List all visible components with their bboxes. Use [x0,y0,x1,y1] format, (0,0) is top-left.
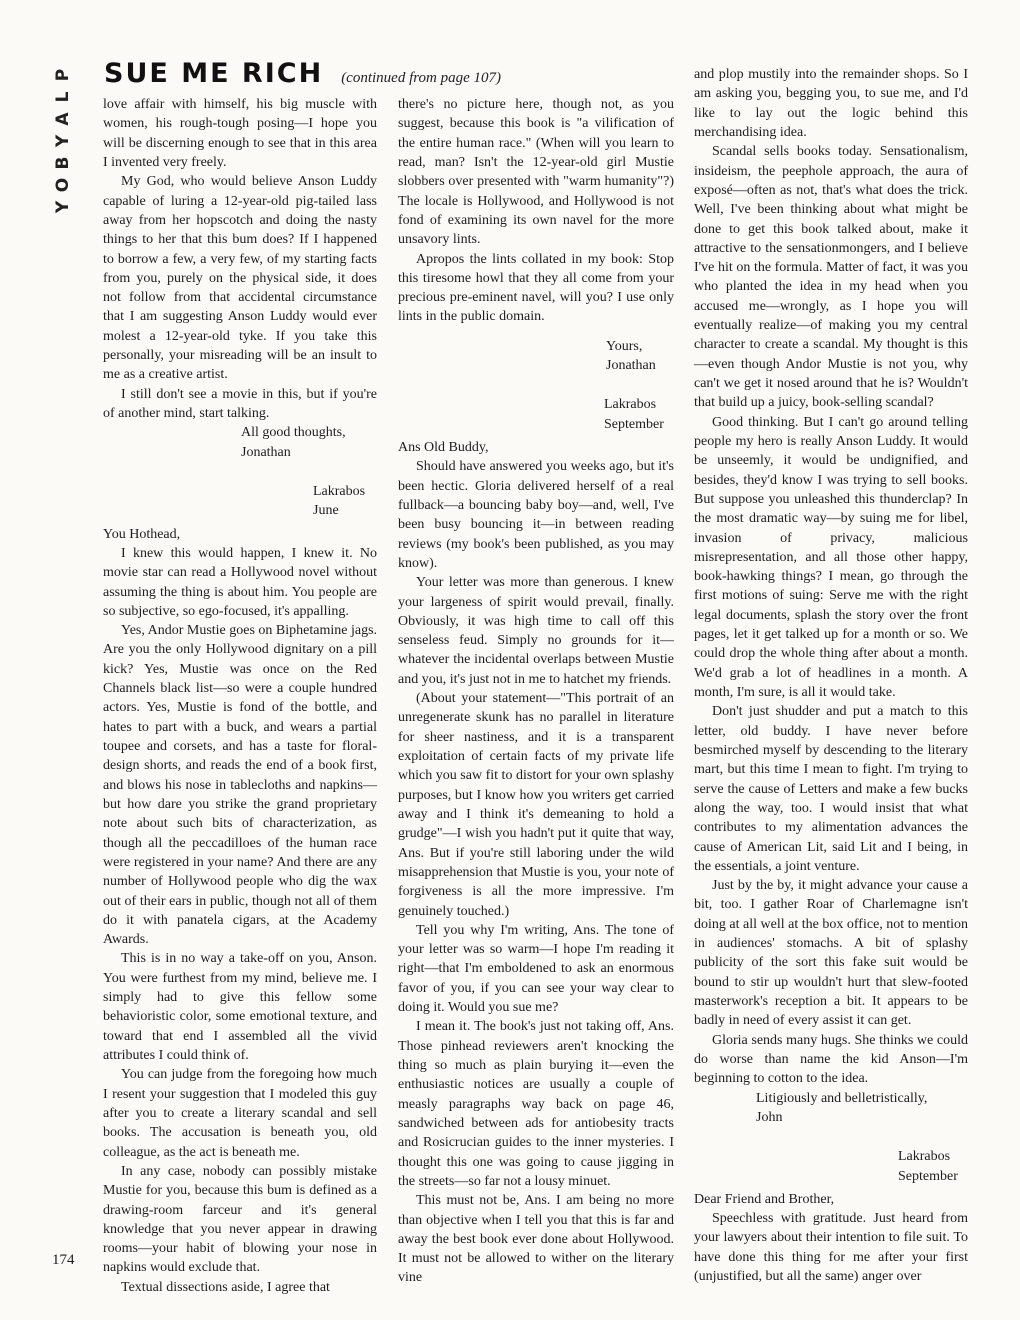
paragraph: Yes, Andor Mustie goes on Biphetamine jags. Are you the only Hollywood dignitary on a pill kick? Yes, Mustie was once on the Red Channels black list—so were a couple hundred actors. Yes, Mustie is fond of the bottle, and hates to part with a buck, and wears a partial toupee and corsets, and has a taste for floral-design shorts, and reads the end of a book first, and blows his nose in tablecloths and napkins—but how dare you strike the grand proprietary note about such bits of characterization, as though all the peccadilloes of the human race were registered in your name? And there are any number of Hollywood people who dig the wax out of their ears in public, though not all of them do it with panatela cigars, at the Academy Awards. [103,623,378,948]
article-title: SUE ME RICH [104,58,324,89]
signoff [398,337,674,356]
paragraph: Speechless with gratitude. Just heard from your lawyers about their intention to file suit. To have done this thing for me after your first (unjustified, but all the same) anger over [694,1211,968,1285]
paragraph: there's no picture here, though not, as you suggest, because this book is "a vilification of the entire human race." (When will you learn to read, man? Isn't the 12-year-old girl Mustie slobbers over presented with "warm humanity"?) The locale is Hollywood, and Hollywood is not fond of examining its own navel for the more unsavory lints. [398,97,674,248]
signoff-text: Yours, [606,338,643,354]
dateline [694,1147,968,1166]
paragraph: Textual dissections aside, I agree that [121,1279,330,1295]
dateline-month: September [898,1168,958,1184]
dateline-place: Lakrabos [898,1149,951,1165]
paragraph: Just by the by, it might advance your cause a bit, too. I gather Roar of Charlemagne isn't doing at all well at the box office, not to mention in audiences' stomachs. A bit of splashy publicity of the sort this fake suit would be bound to stir up wouldn't hurt that slew-footed masterwork's reception a bit. It appears to be badly in need of every assist it can get. [694,878,968,1029]
paragraph: Apropos the lints collated in my book: Stop this tiresome howl that they all come from your precious pre-eminent navel, will you? I use only lints in the public domain. [398,251,674,325]
salutation: You Hothead, [103,526,181,542]
signature: Jonathan [241,444,291,460]
dateline-place: Lakrabos [313,483,366,499]
logo-letter: B [53,156,73,170]
dateline [694,1167,968,1186]
paragraph: (About your statement—"This portrait of an unregenerate skunk has no parallel in literature for sheer nastiness, and it is a transparent exploitation of certain facts of my private life which you saw fit to distort for your own splashy purposes, but I know how you writers get carried away and I think it's demeaning to hold a grudge"—I wish you hadn't put it quite that way, Ans. But if you're still laboring under the wild misapprehension that Mustie is you, your note of forgiveness is all the more impressive. I'm genuinely touched.) [398,691,674,919]
paragraph: I mean it. The book's just not taking off, Ans. Those pinhead reviewers aren't knocking the thing so much as plain burying it—even the enthusiastic notices are usually a couple of measly paragraphs way back on page 46, sandwiched between ads for antiobesity tracts and Rosicrucian guides to the inner mysteries. I thought this one was going to cause jigging in the streets—so far not a lousy minuet. [398,1019,674,1189]
paragraph: and plop mustily into the remainder shops. So I am asking you, begging you, to sue me, and I'd like to lay out the logic behind this merchandising idea. [694,67,968,140]
dateline [103,482,377,501]
logo-letter: A [53,112,73,126]
magazine-logo-vertical [50,62,76,222]
paragraph: This must not be, Ans. I am being no more than objective when I tell you that this is far and away the best book ever done about Hollywood. It must not be allowed to wither on the literary vine [398,1193,674,1286]
dateline [103,501,377,520]
paragraph: You can judge from the foregoing how much I resent your suggestion that I modeled this guy after you to create a literary scandal and sell books. The accusation is beneath you, old colleague, as the act is beneath me. [103,1067,377,1160]
logo-letter: O [53,177,73,193]
dateline-place: Lakrabos [604,397,657,413]
dateline [398,415,674,434]
logo-letter: L [53,91,73,103]
paragraph: This is in no way a take-off on you, Anson. You were furthest from my mind, believe me. I simply had to give this fellow some behavioristic color, some emotional texture, and toward that end I assembled all the vivid attributes I could think of. [103,951,377,1063]
dateline-month: June [313,503,339,519]
paragraph: Your letter was more than generous. I knew your largeness of spirit would prevail, finally. Obviously, it was high time to call off this senseless feud. Simply no grounds for it—whatever the incidental overlaps between Mustie and you, it's just not in me to hatchet my friends. [398,575,674,687]
paragraph: Should have answered you weeks ago, but it's been hectic. Gloria delivered herself of a real fullback—a bouncing baby boy—and, well, I've been busy bouncing it—in between reading reviews (my book's been published, as you may know). [398,459,674,571]
logo-letter: Y [53,200,73,214]
logo-letter: Y [53,134,73,148]
continued-note: (continued from page 107) [341,70,502,86]
logo-letter: P [53,68,73,82]
paragraph: I knew this would happen, I knew it. No movie star can read a Hollywood novel without assuming the thing is about him. You people are so subjective, so ego-focused, it's appalling. [103,545,377,619]
paragraph: Tell you why I'm writing, Ans. The tone of your letter was so warm—I hope I'm reading it right—that I'm emboldened to ask an enormous favor of you, if you can see your way clear to doing it. Would you sue me? [398,922,674,1016]
paragraph: Gloria sends many hugs. She thinks we could do worse than name the kid Anson—I'm beginning to cotton to the idea. [694,1032,968,1087]
signoff: Litigiously and belletristically, [756,1090,928,1106]
signature-text: Jonathan [606,358,656,374]
paragraph: Good thinking. But I can't go around telling people my hero is really Anson Luddy. It would be unseemly, it would be undignified, and besides, they'd know I was trying to sell books. But suppose you unleashed this thunderclap? In the most dramatic way—by suing me for libel, invasion of privacy, malicious misrepresentation, and all those other happy, book-hawking things? I mean, go through the first motions of suing: Serve me with the right legal documents, splash the story over the front pages, let it get talked up for a month or so. We could drop the whole thing after about a month. We'd grab a lot of headlines in a month. A month, I'm sure, is all it would take. [694,414,968,700]
paragraph: My God, who would believe Anson Luddy capable of luring a 12-year-old pig-tailed lass away from her hopscotch and doing the nasty things to her that this bum does? If I happened to borrow a few, a very few, of my starting facts from you, purely on the physical side, it does not follow from that accidental circumstance that I am suggesting Anson Luddy would ever molest a 12-year-old tyke. If you take this personally, your misreading will be an insult to me as a creative artist. [103,174,377,383]
paragraph: Scandal sells books today. Sensationalism, insideism, the peephole approach, the aura of exposé—often as not, that's what does the trick. Well, I've been thinking about what might be done to get this book talked about, make it attractive to the sensationmongers, and I believe I've hit on the formula. Matter of fact, it was you who planted the idea in my head when you accused me—wrongly, as I hope you will eventually realize—of making you my central character to create a scandal. My thought is this—even though Andor Mustie is not you, why can't we get it nosed around that he is? Wouldn't that build up a juicy, book-selling scandal? [694,144,968,411]
paragraph: In any case, nobody can possibly mistake Mustie for you, because this bum is defined as a drawing-room farceur and it's general knowledge that you never appear in drawing rooms—your habit of blowing your nose in napkins would exclude that. [103,1163,377,1276]
paragraph: Don't just shudder and put a match to this letter, old buddy. I have never before besmirched myself by descending to the literary mart, but this time I mean to fight. I'm trying to serve the cause of Letters and make a few bucks along the way, too. I would insist that what contributes to my alimentation advances the cause of American Lit, said Lit and I being, in the essentials, a joint venture. [694,704,968,874]
paragraph: love affair with himself, his big muscle with women, his rough-tough posing—I hope you will be discerning enough to see that in this area I invented very freely. [103,97,377,170]
text-column-2 [398,95,674,1288]
signature [398,356,674,375]
page-number: 174 [52,1252,75,1268]
signoff: All good thoughts, [241,425,346,441]
article-header [104,58,501,89]
signature: John [756,1109,783,1125]
text-column-3 [694,65,968,1286]
text-column-1 [103,95,377,1297]
dateline-month: September [604,416,664,432]
paragraph: I still don't see a movie in this, but if you're of another mind, start talking. [103,386,377,421]
salutation: Dear Friend and Brother, [694,1191,835,1207]
dateline [398,395,674,414]
salutation: Ans Old Buddy, [398,440,489,455]
